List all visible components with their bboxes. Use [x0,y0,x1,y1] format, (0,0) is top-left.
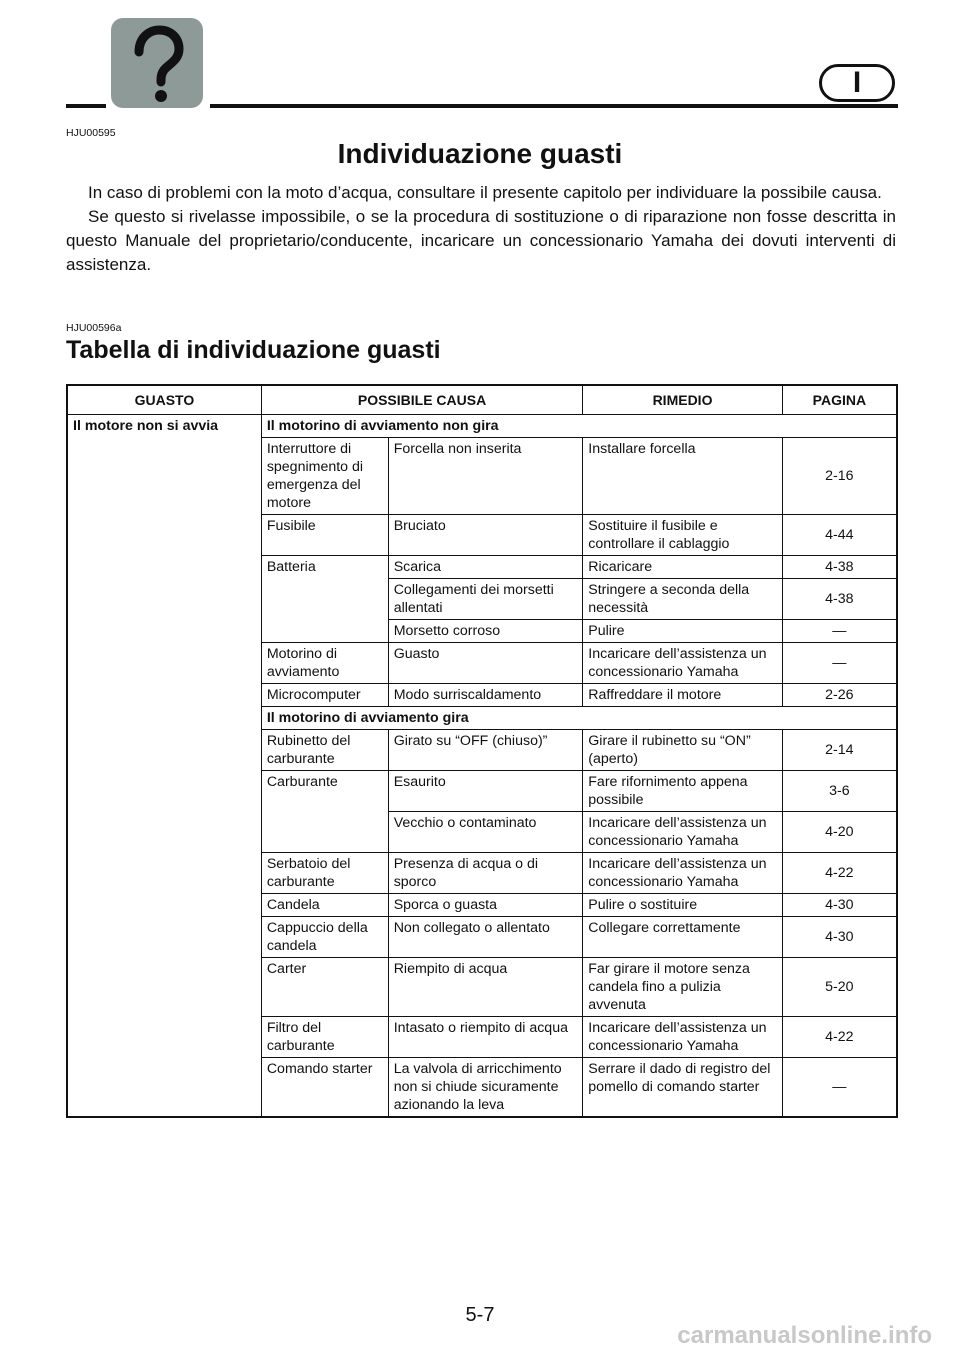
page-title: Individuazione guasti [337,138,623,169]
remedy-cell: Fare rifornimento appena possibile [583,771,782,812]
remedy-cell: Collegare correttamente [583,917,782,958]
cause-cell: Scarica [388,556,583,579]
remedy-cell: Incaricare dell’assistenza un concessionario Yamaha [583,1017,782,1058]
intro-paragraph: In caso di problemi con la moto d’acqua, consultare il presente capitolo per individuare la possibile causa. [88,183,882,202]
header-pagina: PAGINA [782,385,897,415]
page-cell: 4-22 [782,853,897,894]
page-cell: 4-22 [782,1017,897,1058]
remedy-cell: Pulire o sostituire [583,894,782,917]
page-cell: 4-30 [782,917,897,958]
remedy-cell: Ricaricare [583,556,782,579]
remedy-cell: Sostituire il fusibile e controllare il cablaggio [583,515,782,556]
table-header-row [67,385,897,415]
page-cell: 4-38 [782,556,897,579]
table-title: Tabella di individuazione guasti [66,336,441,364]
cause-cell: Esaurito [388,771,583,812]
remedy-cell: Incaricare dell’assistenza un concessionario Yamaha [583,853,782,894]
page-cell: 2-14 [782,730,897,771]
remedy-cell: Incaricare dell’assistenza un concessionario Yamaha [583,812,782,853]
cause-cell: Non collegato o allentato [388,917,583,958]
page-cell: — [782,620,897,643]
part-cell: Cappuccio della candela [261,917,388,958]
table-code: HJU00596a [66,322,122,334]
header-rimedio: RIMEDIO [583,385,782,415]
problem-cell: Il motore non si avvia [67,415,261,1118]
page-cell: — [782,1058,897,1118]
part-cell: Candela [261,894,388,917]
remedy-cell: Incaricare dell’assistenza un concessionario Yamaha [583,643,782,684]
intro-paragraph: Se questo si rivelasse impossibile, o se la procedura di sostituzione o di riparazione non fosse descritta in questo Manuale del proprietario/conducente, incaricare un concessionario Yamaha dei dovuti interventi di assistenza. [66,207,896,274]
part-cell: Serbatoio del carburante [261,853,388,894]
watermark: carmanualsonline.info [677,1322,932,1349]
cause-cell: Bruciato [388,515,583,556]
cause-cell: Riempito di acqua [388,958,583,1017]
cause-cell: La valvola di arricchimento non si chiude sicuramente azionando la leva [388,1058,583,1118]
page-cell: 2-16 [782,438,897,515]
cause-cell: Intasato o riempito di acqua [388,1017,583,1058]
cause-cell: Modo surriscaldamento [388,684,583,707]
header-guasto: GUASTO [67,385,261,415]
page-cell: 2-26 [782,684,897,707]
header-rule-left [66,104,106,108]
remedy-cell: Serrare il dado di registro del pomello di comando starter [583,1058,782,1118]
cause-cell: Presenza di acqua o di sporco [388,853,583,894]
part-cell: Rubinetto del carburante [261,730,388,771]
header-causa: POSSIBILE CAUSA [261,385,582,415]
page-cell: 5-20 [782,958,897,1017]
group-heading: Il motorino di avviamento gira [261,707,897,730]
section-code: HJU00595 [66,127,116,139]
part-cell: Motorino di avviamento [261,643,388,684]
cause-cell: Collegamenti dei morsetti allentati [388,579,583,620]
page-number: 5-7 [465,1304,495,1326]
part-cell: Interruttore di spegnimento di emergenza del motore [261,438,388,515]
group-heading: Il motorino di avviamento non gira [261,415,897,438]
remedy-cell: Girare il rubinetto su “ON” (aperto) [583,730,782,771]
language-badge: I [819,64,895,102]
part-cell: Carburante [261,771,388,853]
page-cell: — [782,643,897,684]
remedy-cell: Installare forcella [583,438,782,515]
part-cell: Comando starter [261,1058,388,1118]
cause-cell: Guasto [388,643,583,684]
page-cell: 4-44 [782,515,897,556]
intro-text [66,181,896,277]
part-cell: Fusibile [261,515,388,556]
page-cell: 4-38 [782,579,897,620]
page-cell: 4-30 [782,894,897,917]
remedy-cell: Raffreddare il motore [583,684,782,707]
troubleshooting-table [66,384,898,1118]
cause-cell: Forcella non inserita [388,438,583,515]
table-row [67,415,897,438]
remedy-cell: Far girare il motore senza candela fino a pulizia avvenuta [583,958,782,1017]
part-cell: Filtro del carburante [261,1017,388,1058]
page-cell: 3-6 [782,771,897,812]
page-cell: 4-20 [782,812,897,853]
header-rule-right [210,104,898,108]
part-cell: Batteria [261,556,388,643]
cause-cell: Morsetto corroso [388,620,583,643]
remedy-cell: Pulire [583,620,782,643]
cause-cell: Vecchio o contaminato [388,812,583,853]
cause-cell: Girato su “OFF (chiuso)” [388,730,583,771]
part-cell: Carter [261,958,388,1017]
question-mark-icon [111,18,203,108]
part-cell: Microcomputer [261,684,388,707]
remedy-cell: Stringere a seconda della necessità [583,579,782,620]
cause-cell: Sporca o guasta [388,894,583,917]
